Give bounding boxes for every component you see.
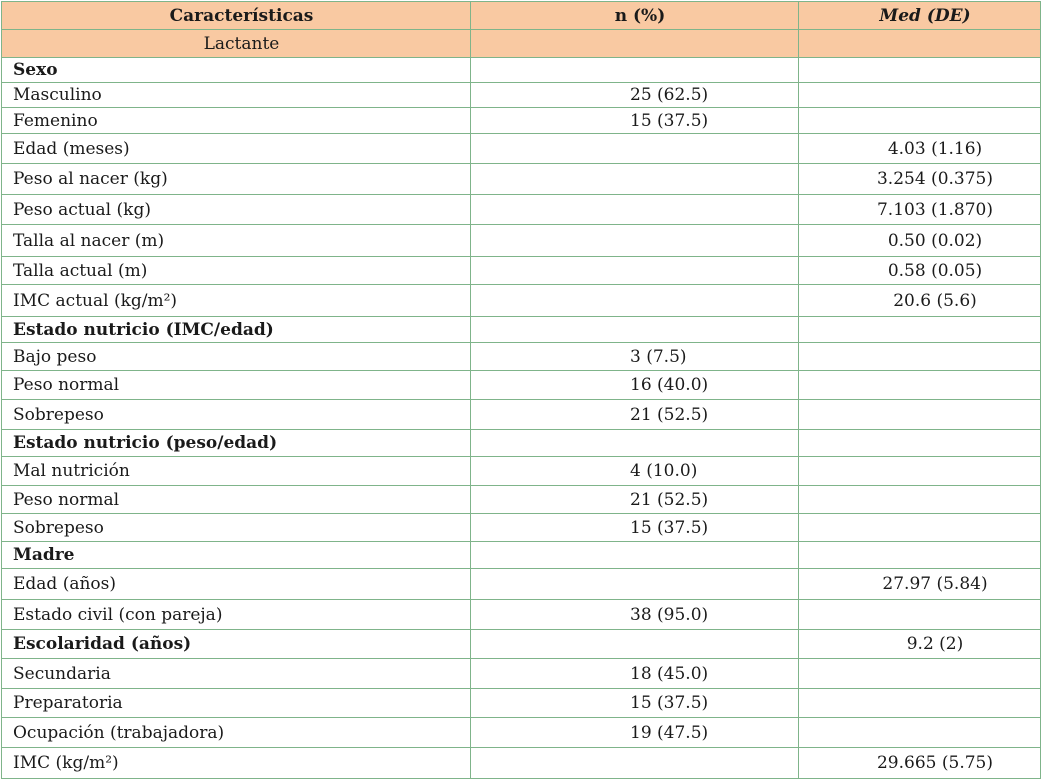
row-label: Peso al nacer (kg) (2, 164, 471, 195)
characteristics-table (1, 1, 1041, 779)
row-label: Sobrepeso (2, 514, 471, 542)
n-percent-cell (471, 343, 799, 371)
row-label: Estado civil (con pareja) (2, 600, 471, 630)
n-percent-cell (471, 689, 799, 718)
med-de-cell (799, 430, 1041, 457)
row-label: Sexo (2, 58, 471, 83)
row-label: Estado nutricio (peso/edad) (2, 430, 471, 457)
n-percent-cell (471, 164, 799, 195)
n-percent-cell (471, 430, 799, 457)
n-percent-cell (471, 630, 799, 659)
n-percent-cell (471, 83, 799, 108)
table-body (2, 30, 1041, 779)
n-percent-value: 21 (52.5) (630, 489, 709, 510)
row-label: Edad (meses) (2, 134, 471, 164)
row-label: Talla al nacer (m) (2, 225, 471, 257)
med-de-cell (799, 83, 1041, 108)
n-percent-cell (471, 748, 799, 779)
table-row (2, 257, 1041, 285)
n-percent-value: 19 (47.5) (630, 722, 709, 743)
med-de-value: 7.103 (1.870) (876, 199, 993, 220)
n-percent-value: 15 (37.5) (630, 517, 709, 538)
med-de-cell (799, 748, 1041, 779)
n-percent-cell (471, 600, 799, 630)
n-percent-value: 38 (95.0) (630, 604, 709, 625)
section-row (2, 58, 1041, 83)
table-row (2, 659, 1041, 689)
n-percent-value: 15 (37.5) (630, 110, 709, 131)
table-row (2, 134, 1041, 164)
med-de-value: 20.6 (5.6) (893, 290, 977, 311)
med-de-value: 27.97 (5.84) (882, 574, 988, 594)
med-de-cell (799, 542, 1041, 569)
row-label: Sobrepeso (2, 400, 471, 430)
med-de-cell (799, 195, 1041, 225)
med-de-cell (799, 371, 1041, 400)
med-de-cell (799, 164, 1041, 195)
med-de-cell (799, 400, 1041, 430)
med-de-value: 0.58 (0.05) (887, 260, 983, 281)
header-caracteristicas: Características (2, 2, 471, 30)
row-label: Mal nutrición (2, 457, 471, 486)
table-row (2, 748, 1041, 779)
med-de-cell (799, 718, 1041, 748)
row-label: Femenino (2, 108, 471, 134)
table-row (2, 600, 1041, 630)
table-row (2, 689, 1041, 718)
med-de-value: 0.50 (0.02) (887, 230, 983, 251)
table-row (2, 164, 1041, 195)
header-n-percent: n (%) (471, 2, 799, 30)
med-de-value: 3.254 (0.375) (876, 169, 993, 189)
table-row (2, 514, 1041, 542)
n-percent-cell (471, 486, 799, 514)
table-row (2, 108, 1041, 134)
row-label: Peso actual (kg) (2, 195, 471, 225)
med-de-cell (799, 108, 1041, 134)
table-row (2, 486, 1041, 514)
table-row (2, 285, 1041, 317)
row-label: IMC (kg/m²) (2, 748, 471, 779)
n-percent-cell (471, 134, 799, 164)
subheader-empty-cell (471, 30, 799, 58)
med-de-value: 4.03 (1.16) (887, 138, 983, 159)
row-label: Peso normal (2, 371, 471, 400)
table-row (2, 457, 1041, 486)
med-de-cell (799, 343, 1041, 371)
row-label: Masculino (2, 83, 471, 108)
table-row (2, 400, 1041, 430)
table-row (2, 83, 1041, 108)
med-de-cell (799, 486, 1041, 514)
med-de-value: 29.665 (5.75) (876, 753, 993, 773)
med-de-cell (799, 58, 1041, 83)
row-label: Ocupación (trabajadora) (2, 718, 471, 748)
header-row (2, 2, 1041, 30)
row-label: Estado nutricio (IMC/edad) (2, 317, 471, 343)
row-label: Escolaridad (años) (2, 630, 471, 659)
n-percent-cell (471, 257, 799, 285)
n-percent-value: 4 (10.0) (630, 461, 698, 481)
med-de-cell (799, 514, 1041, 542)
header-med-de: Med (DE) (799, 2, 1041, 30)
row-label: Talla actual (m) (2, 257, 471, 285)
med-de-cell (799, 317, 1041, 343)
subheader-lactante: Lactante (2, 30, 471, 58)
row-label: IMC actual (kg/m²) (2, 285, 471, 317)
section-row (2, 430, 1041, 457)
n-percent-cell (471, 400, 799, 430)
n-percent-cell (471, 225, 799, 257)
subheader-row (2, 30, 1041, 58)
n-percent-cell (471, 58, 799, 83)
n-percent-cell (471, 659, 799, 689)
n-percent-value: 3 (7.5) (630, 346, 687, 367)
n-percent-value: 15 (37.5) (630, 693, 709, 713)
row-label: Preparatoria (2, 689, 471, 718)
med-de-cell (799, 257, 1041, 285)
table-row (2, 569, 1041, 600)
n-percent-value: 16 (40.0) (630, 375, 709, 395)
med-de-cell (799, 630, 1041, 659)
table-row (2, 195, 1041, 225)
n-percent-cell (471, 542, 799, 569)
n-percent-cell (471, 718, 799, 748)
subheader-empty-cell (799, 30, 1041, 58)
med-de-cell (799, 659, 1041, 689)
med-de-cell (799, 285, 1041, 317)
row-label: Bajo peso (2, 343, 471, 371)
n-percent-cell (471, 371, 799, 400)
table-row (2, 343, 1041, 371)
med-de-cell (799, 457, 1041, 486)
n-percent-cell (471, 569, 799, 600)
med-de-cell (799, 134, 1041, 164)
table-row (2, 371, 1041, 400)
row-label: Madre (2, 542, 471, 569)
n-percent-cell (471, 457, 799, 486)
n-percent-value: 21 (52.5) (630, 404, 709, 425)
med-de-value: 9.2 (2) (906, 634, 964, 654)
section-row (2, 630, 1041, 659)
med-de-cell (799, 600, 1041, 630)
n-percent-cell (471, 195, 799, 225)
med-de-cell (799, 225, 1041, 257)
med-de-cell (799, 569, 1041, 600)
row-label: Peso normal (2, 486, 471, 514)
section-row (2, 542, 1041, 569)
section-row (2, 317, 1041, 343)
n-percent-cell (471, 285, 799, 317)
table-row (2, 718, 1041, 748)
n-percent-cell (471, 108, 799, 134)
table-row (2, 225, 1041, 257)
n-percent-cell (471, 514, 799, 542)
n-percent-cell (471, 317, 799, 343)
n-percent-value: 25 (62.5) (630, 85, 709, 105)
table-header (2, 2, 1041, 30)
med-de-cell (799, 689, 1041, 718)
n-percent-value: 18 (45.0) (630, 663, 709, 684)
row-label: Edad (años) (2, 569, 471, 600)
row-label: Secundaria (2, 659, 471, 689)
